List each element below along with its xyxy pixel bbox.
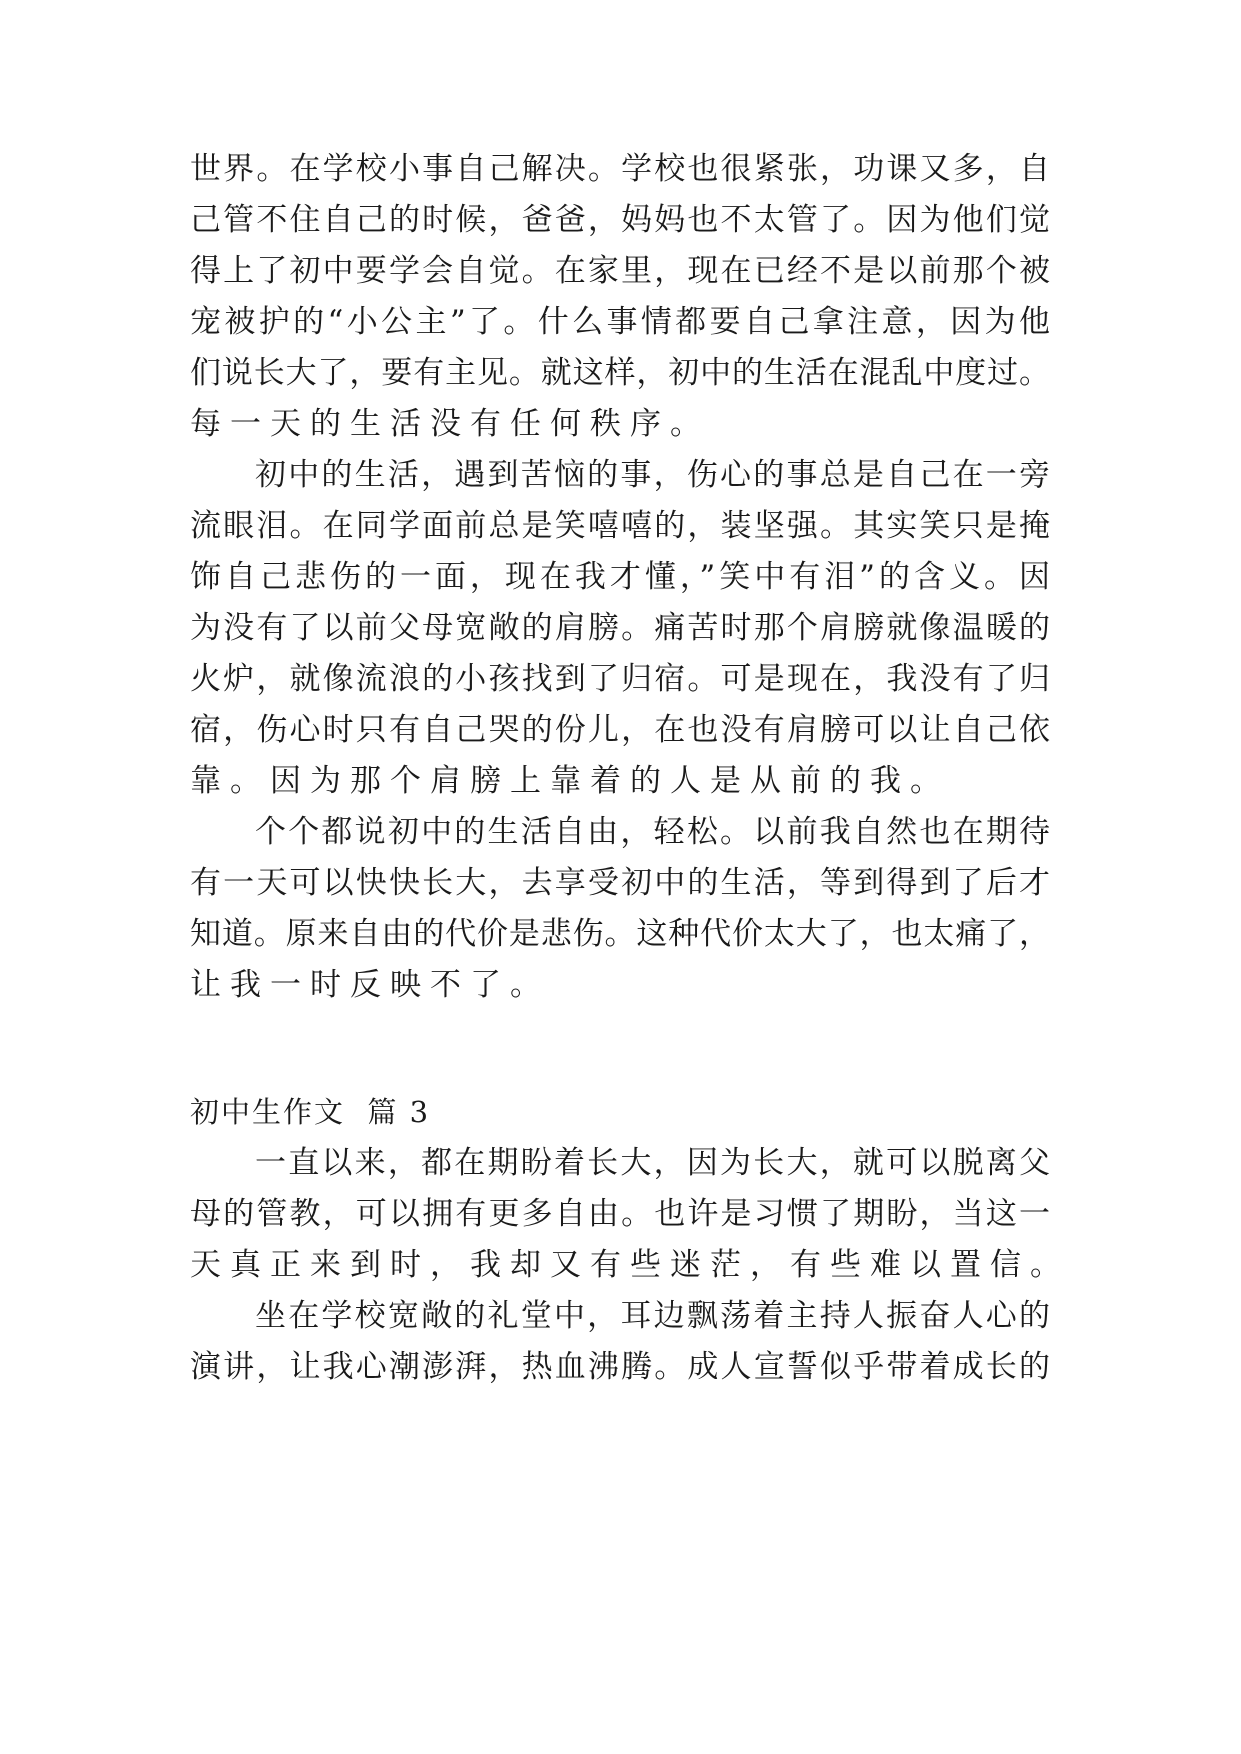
text-line: 饰自己悲伤的一面，现在我才懂，”笑中有泪”的含义。因 xyxy=(190,559,1050,595)
section-heading: 初中生作文 篇 3 xyxy=(190,1095,431,1129)
text-line: 己管不住自己的时候，爸爸，妈妈也不太管了。因为他们觉 xyxy=(190,202,1050,238)
text-line: 得上了初中要学会自觉。在家里，现在已经不是以前那个被 xyxy=(190,253,1050,289)
text-line: 天真正来到时，我却又有些迷茫，有些难以置信。 xyxy=(190,1247,1070,1283)
text-line: 流眼泪。在同学面前总是笑嘻嘻的，装坚强。其实笑只是掩 xyxy=(190,508,1050,544)
text-line: 火炉，就像流浪的小孩找到了归宿。可是现在，我没有了归 xyxy=(190,661,1050,697)
text-line: 有一天可以快快长大，去享受初中的生活，等到得到了后才 xyxy=(190,865,1050,901)
text-line: 让我一时反映不了。 xyxy=(190,967,550,1003)
text-line: 坐在学校宽敞的礼堂中，耳边飘荡着主持人振奋人心的 xyxy=(255,1298,1050,1334)
text-line: 们说长大了，要有主见。就这样，初中的生活在混乱中度过。 xyxy=(190,355,1050,391)
text-line: 世界。在学校小事自己解决。学校也很紧张，功课又多，自 xyxy=(190,151,1050,187)
text-line: 每一天的生活没有任何秩序。 xyxy=(190,406,710,442)
text-line: 个个都说初中的生活自由，轻松。以前我自然也在期待 xyxy=(255,814,1050,850)
text-line: 靠。因为那个肩膀上靠着的人是从前的我。 xyxy=(190,763,950,799)
text-line: 一直以来，都在期盼着长大，因为长大，就可以脱离父 xyxy=(255,1145,1050,1181)
text-line: 母的管教，可以拥有更多自由。也许是习惯了期盼，当这一 xyxy=(190,1196,1050,1232)
text-line: 知道。原来自由的代价是悲伤。这种代价太大了，也太痛了， xyxy=(190,916,1050,952)
text-line: 初中的生活，遇到苦恼的事，伤心的事总是自己在一旁 xyxy=(255,457,1050,493)
text-line: 宿，伤心时只有自己哭的份儿，在也没有肩膀可以让自己依 xyxy=(190,712,1050,748)
text-line: 演讲，让我心潮澎湃，热血沸腾。成人宣誓似乎带着成长的 xyxy=(190,1349,1050,1385)
text-line: 宠被护的“小公主”了。什么事情都要自己拿注意，因为他 xyxy=(190,304,1050,340)
text-line: 为没有了以前父母宽敞的肩膀。痛苦时那个肩膀就像温暖的 xyxy=(190,610,1050,646)
